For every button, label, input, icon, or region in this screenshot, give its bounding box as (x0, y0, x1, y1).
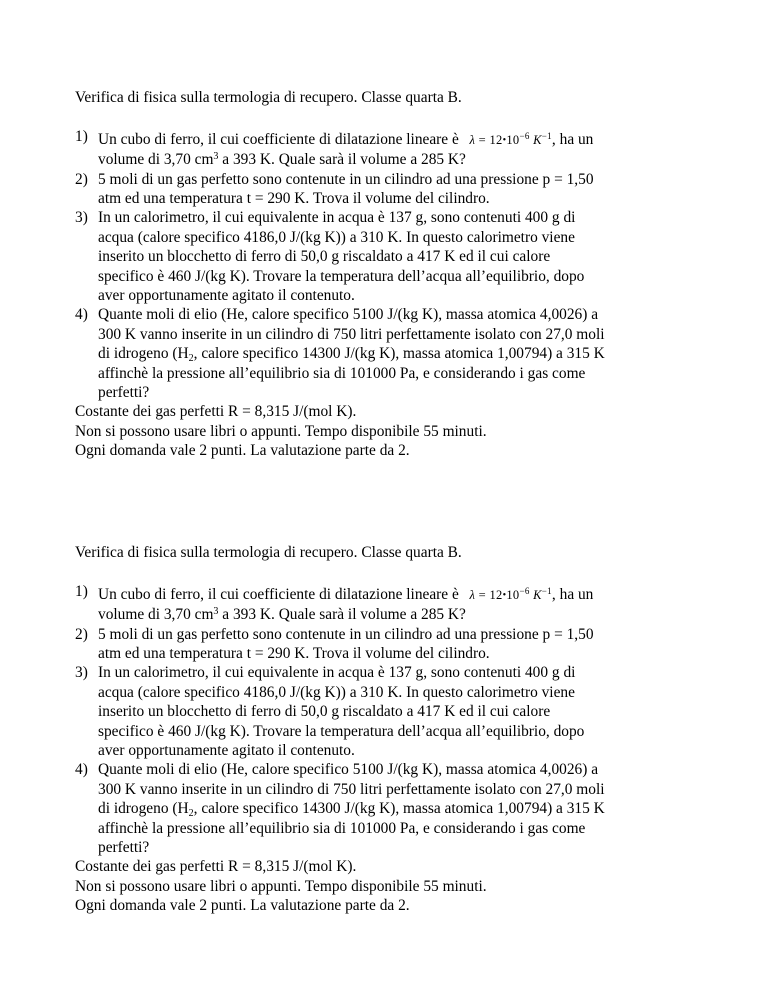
question-number: 4) (75, 306, 88, 324)
question-number: 2) (75, 625, 88, 643)
gas-constant-note: Costante dei gas perfetti R = 8,315 J/(mol K). (75, 858, 357, 876)
lambda-formula: $\lambda = 12•10^{-6}$ $K^{-1}$ (469, 130, 552, 147)
question-3: 3) In un calorimetro, il cui equivalente in acqua è 137 g, sono contenuti 400 g di acqua (calore specifico 4186,0 J/(kg K)) a 310 K. In questo calorimetro viene inserito un blocchetto di ferro di 50,0 g riscaldato a 417 K ed il cui calore specifico è 460 J/(kg K). Trovare la temperatura dell’acqua all’equilibrio, dopo aver opportunamente agitato il contenuto. (75, 209, 585, 305)
grading-note: Ogni domanda vale 2 punti. La valutazione parte da 2. (75, 442, 410, 460)
question-list (75, 127, 715, 403)
question-number: 3) (75, 209, 88, 227)
lambda-formula: $\lambda = 12•10^{-6}$ $K^{-1}$ (469, 585, 552, 602)
question-text: , ha un (551, 130, 594, 148)
test-title: Verifica di fisica sulla termologia di recupero. Classe quarta B. (75, 89, 462, 106)
question-list (75, 582, 715, 858)
question-text: Un cubo di ferro, il cui coefficiente di dilatazione lineare è (98, 130, 459, 148)
question-text: , ha un (551, 585, 594, 603)
test-copy-1 (75, 88, 715, 461)
question-1: 1) Un cubo di ferro, il cui coefficiente di dilatazione lineare è $\lambda = 12•10^{-6}$ $K^{-1}$, ha un volume di 3,70 $cm^3$ a 393 K. Quale sarà il volume a 285 K? (75, 582, 594, 624)
question-2: 2) 5 moli di un gas perfetto sono contenute in un cilindro ad una pressione p = 1,50 atm ed una temperatura t = 290 K. Trova il volume del cilindro. (75, 625, 594, 663)
question-2: 2) 5 moli di un gas perfetto sono contenute in un cilindro ad una pressione p = 1,50 atm ed una temperatura t = 290 K. Trova il volume del cilindro. (75, 170, 594, 208)
test-copy-2 (75, 543, 715, 916)
rules-note: Non si possono usare libri o appunti. Tempo disponibile 55 minuti. (75, 877, 487, 895)
question-number: 4) (75, 761, 88, 779)
grading-note: Ogni domanda vale 2 punti. La valutazione parte da 2. (75, 897, 410, 915)
question-number: 1) (75, 127, 88, 145)
rules-note: Non si possono usare libri o appunti. Tempo disponibile 55 minuti. (75, 422, 487, 440)
gas-constant-note: Costante dei gas perfetti R = 8,315 J/(mol K). (75, 403, 357, 421)
question-3: 3) In un calorimetro, il cui equivalente in acqua è 137 g, sono contenuti 400 g di acqua (calore specifico 4186,0 J/(kg K)) a 310 K. In questo calorimetro viene inserito un blocchetto di ferro di 50,0 g riscaldato a 417 K ed il cui calore specifico è 460 J/(kg K). Trovare la temperatura dell’acqua all’equilibrio, dopo aver opportunamente agitato il contenuto. (75, 664, 585, 760)
question-number: 1) (75, 582, 88, 600)
question-1: 1) Un cubo di ferro, il cui coefficiente di dilatazione lineare è $\lambda = 12•10^{-6}$ $K^{-1}$, ha un volume di 3,70 $cm^3$ a 393 K. Quale sarà il volume a 285 K? (75, 127, 594, 169)
question-number: 2) (75, 170, 88, 188)
question-text: Un cubo di ferro, il cui coefficiente di dilatazione lineare è (98, 585, 459, 603)
test-instructions (75, 857, 715, 915)
question-number: 3) (75, 664, 88, 682)
question-4: 4) Quante moli di elio (He, calore specifico 5100 J/(kg K), massa atomica 4,0026) a 300 K vanno inserite in un cilindro di 750 litri perfettamente isolato con 27,0 moli di idrogeno ($H_2$, calore specifico 14300 J/(kg K), massa atomica 1,00794) a 315 K affinchè la pressione all’equilibrio sia di 101000 Pa, e considerando i gas come perfetti? (75, 761, 605, 857)
question-4: 4) Quante moli di elio (He, calore specifico 5100 J/(kg K), massa atomica 4,0026) a 300 K vanno inserite in un cilindro di 750 litri perfettamente isolato con 27,0 moli di idrogeno ($H_2$, calore specifico 14300 J/(kg K), massa atomica 1,00794) a 315 K affinchè la pressione all’equilibrio sia di 101000 Pa, e considerando i gas come perfetti? (75, 306, 605, 402)
test-instructions (75, 402, 715, 460)
test-title: Verifica di fisica sulla termologia di recupero. Classe quarta B. (75, 544, 462, 561)
